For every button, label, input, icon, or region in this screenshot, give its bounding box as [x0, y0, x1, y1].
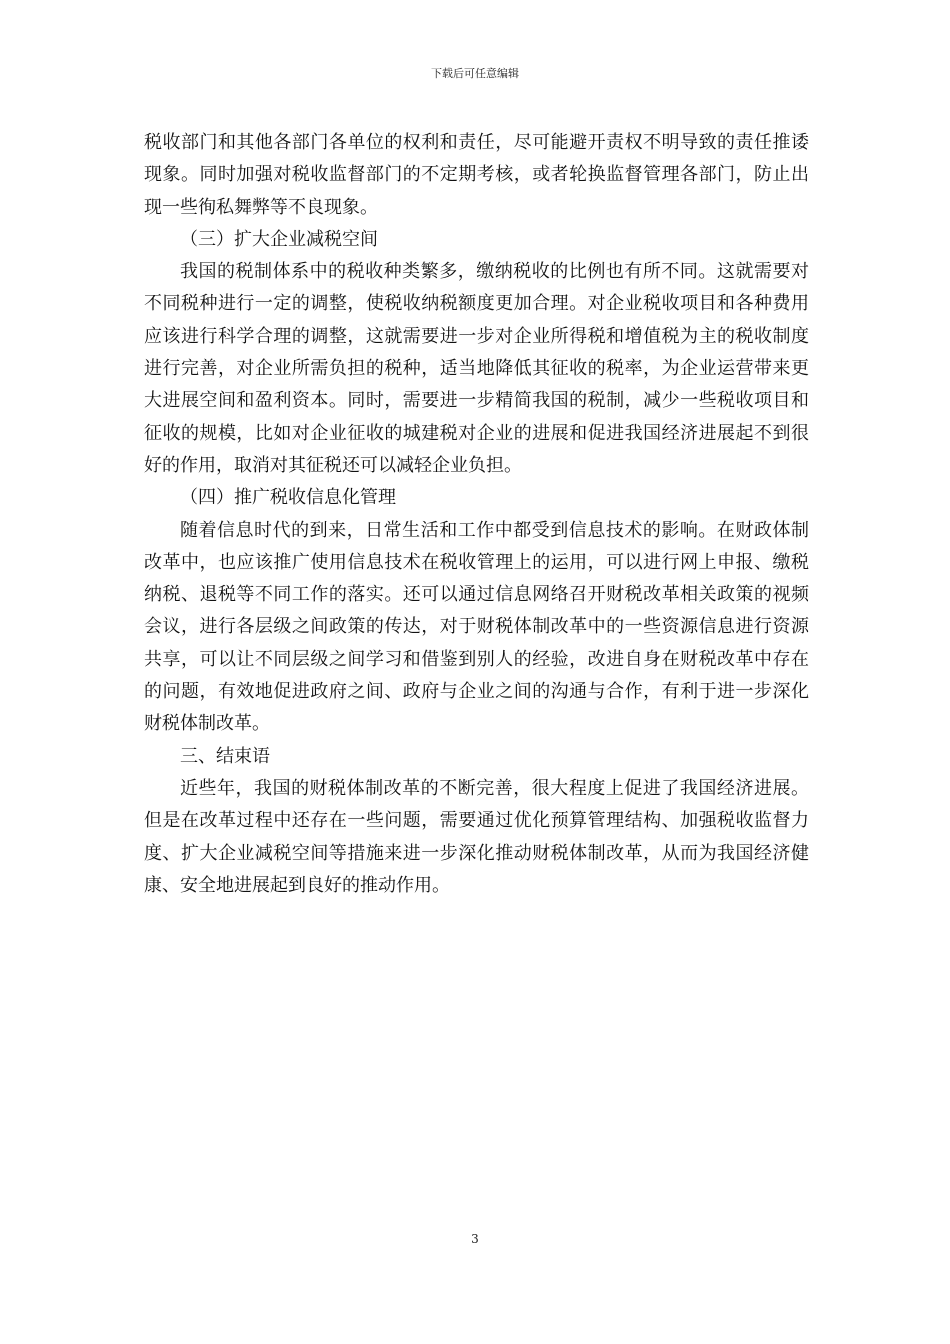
section-heading-informatization: （四）推广税收信息化管理	[180, 487, 396, 509]
paragraph-conclusion: 近些年，我国的财税体制改革的不断完善，很大程度上促进了我国经济进展。但是在改革过程中还存在一些问题，需要通过优化预算管理结构、加强税收监督力度、扩大企业减税空间等措施来进一步深化推动财税体制改革，从而为我国经济健康、安全地进展起到良好的推动作用。	[144, 777, 809, 896]
document-body	[144, 127, 809, 902]
paragraph-informatization: 随着信息时代的到来，日常生活和工作中都受到信息技术的影响。在财政体制改革中，也应该推广使用信息技术在税收管理上的运用，可以进行网上申报、缴税纳税、退税等不同工作的落实。还可以通过信息网络召开财税改革相关政策的视频会议，进行各层级之间政策的传达，对于财税体制改革中的一些资源信息进行资源共享，可以让不同层级之间学习和借鉴到别人的经验，改进自身在财税改革中存在的问题，有效地促进政府之间、政府与企业之间的沟通与合作，有利于进一步深化财税体制改革。	[144, 519, 809, 735]
paragraph-responsibility: 税收部门和其他各部门各单位的权利和责任，尽可能避开责权不明导致的责任推诿现象。同时加强对税收监督部门的不定期考核，或者轮换监督管理各部门，防止出现一些徇私舞弊等不良现象。	[144, 132, 809, 218]
page-header: 下载后可任意编辑	[431, 67, 519, 80]
page-number: 3	[471, 1232, 479, 1246]
section-heading-conclusion: 三、结束语	[180, 745, 270, 767]
paragraph-tax-space: 我国的税制体系中的税收种类繁多，缴纳税收的比例也有所不同。这就需要对不同税种进行一定的调整，使税收纳税额度更加合理。对企业税收项目和各种费用应该进行科学合理的调整，这就需要进一步对企业所得税和增值税为主的税收制度进行完善，对企业所需负担的税种，适当地降低其征收的税率，为企业运营带来更大进展空间和盈利资本。同时，需要进一步精简我国的税制，减少一些税收项目和征收的规模，比如对企业征收的城建税对企业的进展和促进我国经济进展起不到很好的作用，取消对其征税还可以减轻企业负担。	[144, 261, 809, 476]
section-heading-tax-space: （三）扩大企业减税空间	[180, 228, 378, 250]
